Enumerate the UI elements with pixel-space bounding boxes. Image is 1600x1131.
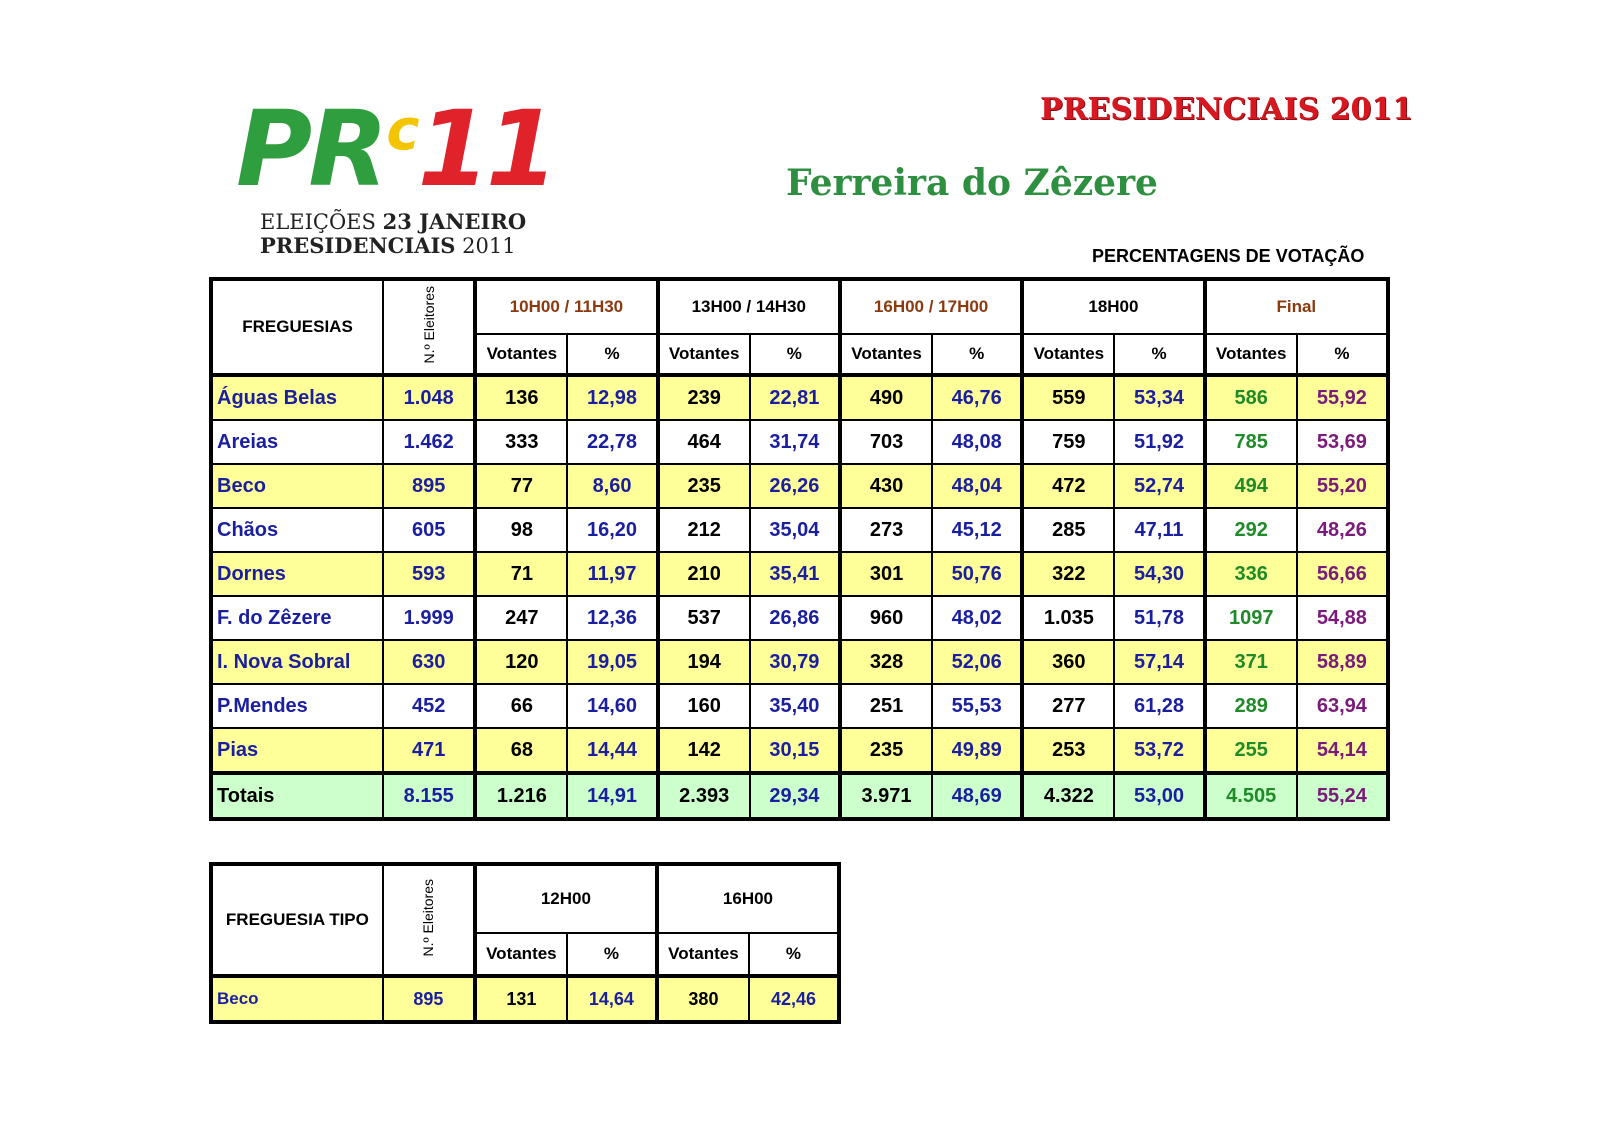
freguesia-tipo-table	[209, 862, 841, 1024]
pct-cell: 42,46	[749, 976, 839, 1022]
votantes-cell: 328	[840, 640, 932, 684]
logo-mark	[236, 88, 555, 210]
votantes-cell: 251	[840, 684, 932, 728]
votantes-cell: 212	[658, 508, 750, 552]
freguesia-name: Chãos	[211, 508, 383, 552]
logo-line1-a: ELEIÇÕES	[260, 210, 383, 234]
votantes-cell: 360	[1022, 640, 1114, 684]
pct-cell: 61,28	[1114, 684, 1204, 728]
eleitores-cell: 593	[383, 552, 475, 596]
subheader-votantes: Votantes	[840, 334, 932, 375]
table-row	[211, 976, 839, 1022]
votantes-cell: 322	[1022, 552, 1114, 596]
pct-cell: 48,08	[932, 420, 1022, 464]
pct-cell: 48,26	[1297, 508, 1388, 552]
votantes-cell: 464	[658, 420, 750, 464]
pct-cell: 35,04	[750, 508, 840, 552]
freguesia-name: I. Nova Sobral	[211, 640, 383, 684]
votantes-cell: 66	[475, 684, 567, 728]
pct-cell: 55,92	[1297, 375, 1388, 420]
subheader-pct: %	[567, 933, 657, 976]
header-eleitores	[383, 279, 475, 375]
votantes-cell: 537	[658, 596, 750, 640]
pct-cell: 63,94	[1297, 684, 1388, 728]
freguesia-name: Águas Belas	[211, 375, 383, 420]
votantes-cell: 380	[657, 976, 749, 1022]
header-eleitores-label: N.º Eleitores	[420, 878, 437, 957]
section-subtitle: PERCENTAGENS DE VOTAÇÃO	[1092, 246, 1365, 266]
pct-cell: 19,05	[567, 640, 657, 684]
pct-cell: 16,20	[567, 508, 657, 552]
votantes-cell: 289	[1205, 684, 1297, 728]
header-freguesias: FREGUESIAS	[211, 279, 383, 375]
votantes-cell: 494	[1205, 464, 1297, 508]
pct-cell: 8,60	[567, 464, 657, 508]
pct-cell: 54,30	[1114, 552, 1204, 596]
votantes-cell: 759	[1022, 420, 1114, 464]
logo-line2-a: PRESIDENCIAIS	[260, 233, 456, 258]
votantes-cell: 333	[475, 420, 567, 464]
pct-cell: 30,15	[750, 728, 840, 773]
votantes-cell: 4.322	[1022, 773, 1114, 819]
pct-cell: 53,72	[1114, 728, 1204, 773]
votantes-cell: 277	[1022, 684, 1114, 728]
header-period-4: 18H00	[1022, 279, 1204, 334]
subheader-votantes: Votantes	[658, 334, 750, 375]
header-period-2: 13H00 / 14H30	[658, 279, 840, 334]
logo-arc: c	[386, 98, 416, 163]
pct-cell: 35,41	[750, 552, 840, 596]
votantes-cell: 68	[475, 728, 567, 773]
pct-cell: 22,78	[567, 420, 657, 464]
freguesia-name: Areias	[211, 420, 383, 464]
header-period-5: Final	[1205, 279, 1388, 334]
table-row	[211, 684, 1388, 728]
votantes-cell: 273	[840, 508, 932, 552]
pct-cell: 11,97	[567, 552, 657, 596]
subheader-votantes: Votantes	[1205, 334, 1297, 375]
freguesia-name: Dornes	[211, 552, 383, 596]
pct-cell: 51,92	[1114, 420, 1204, 464]
votantes-cell: 235	[840, 728, 932, 773]
votantes-cell: 253	[1022, 728, 1114, 773]
votantes-cell: 142	[658, 728, 750, 773]
votantes-cell: 1097	[1205, 596, 1297, 640]
votantes-cell: 703	[840, 420, 932, 464]
pct-cell: 31,74	[750, 420, 840, 464]
table-row	[211, 508, 1388, 552]
freguesia-name: Beco	[211, 464, 383, 508]
page-title: PRESIDENCIAIS 2011	[1040, 92, 1414, 127]
votantes-cell: 490	[840, 375, 932, 420]
logo-pr: PR	[236, 88, 385, 210]
eleitores-cell: 471	[383, 728, 475, 773]
table-row	[211, 464, 1388, 508]
freguesia-name: F. do Zêzere	[211, 596, 383, 640]
pct-cell: 47,11	[1114, 508, 1204, 552]
freguesia-name: Beco	[211, 976, 383, 1022]
logo-11: 11	[417, 88, 555, 210]
pct-cell: 49,89	[932, 728, 1022, 773]
votantes-cell: 292	[1205, 508, 1297, 552]
logo-line2-b: 2011	[455, 234, 516, 258]
votantes-cell: 785	[1205, 420, 1297, 464]
votantes-cell: 586	[1205, 375, 1297, 420]
pct-cell: 52,74	[1114, 464, 1204, 508]
logo-line1-b: 23 JANEIRO	[382, 209, 527, 234]
pct-cell: 35,40	[750, 684, 840, 728]
votantes-cell: 3.971	[840, 773, 932, 819]
votantes-cell: 235	[658, 464, 750, 508]
pct-cell: 53,34	[1114, 375, 1204, 420]
pct-cell: 55,20	[1297, 464, 1388, 508]
votantes-cell: 131	[475, 976, 567, 1022]
pct-cell: 14,64	[567, 976, 657, 1022]
header-period-1: 10H00 / 11H30	[475, 279, 657, 334]
votantes-cell: 2.393	[658, 773, 750, 819]
votantes-cell: 1.216	[475, 773, 567, 819]
header-period-16h: 16H00	[657, 864, 839, 933]
totals-row	[211, 773, 1388, 819]
table-row	[211, 552, 1388, 596]
header-eleitores	[383, 864, 475, 976]
votantes-cell: 336	[1205, 552, 1297, 596]
votantes-cell: 472	[1022, 464, 1114, 508]
votantes-cell: 285	[1022, 508, 1114, 552]
pct-cell: 55,24	[1297, 773, 1388, 819]
pct-cell: 22,81	[750, 375, 840, 420]
subheader-pct: %	[750, 334, 840, 375]
subheader-votantes: Votantes	[475, 334, 567, 375]
votantes-cell: 1.035	[1022, 596, 1114, 640]
votantes-cell: 98	[475, 508, 567, 552]
eleitores-cell: 1.462	[383, 420, 475, 464]
votantes-cell: 4.505	[1205, 773, 1297, 819]
header-freguesia-tipo: FREGUESIA TIPO	[211, 864, 383, 976]
pct-cell: 12,98	[567, 375, 657, 420]
votantes-cell: 136	[475, 375, 567, 420]
pct-cell: 14,91	[567, 773, 657, 819]
pct-cell: 30,79	[750, 640, 840, 684]
eleitores-cell: 605	[383, 508, 475, 552]
pct-cell: 58,89	[1297, 640, 1388, 684]
subheader-votantes: Votantes	[475, 933, 567, 976]
header-period-3: 16H00 / 17H00	[840, 279, 1022, 334]
votantes-cell: 430	[840, 464, 932, 508]
votantes-cell: 559	[1022, 375, 1114, 420]
eleitores-cell: 1.048	[383, 375, 475, 420]
pct-cell: 53,00	[1114, 773, 1204, 819]
subheader-pct: %	[1297, 334, 1388, 375]
eleitores-cell: 8.155	[383, 773, 475, 819]
votantes-cell: 301	[840, 552, 932, 596]
table-row	[211, 728, 1388, 773]
pct-cell: 56,66	[1297, 552, 1388, 596]
votantes-cell: 71	[475, 552, 567, 596]
pct-cell: 54,88	[1297, 596, 1388, 640]
eleitores-cell: 1.999	[383, 596, 475, 640]
pct-cell: 26,26	[750, 464, 840, 508]
table-row	[211, 375, 1388, 420]
pct-cell: 12,36	[567, 596, 657, 640]
pct-cell: 14,60	[567, 684, 657, 728]
pct-cell: 54,14	[1297, 728, 1388, 773]
pct-cell: 48,04	[932, 464, 1022, 508]
votantes-cell: 960	[840, 596, 932, 640]
eleitores-cell: 452	[383, 684, 475, 728]
totals-label: Totais	[211, 773, 383, 819]
pct-cell: 48,02	[932, 596, 1022, 640]
table-row	[211, 596, 1388, 640]
votantes-cell: 247	[475, 596, 567, 640]
votantes-cell: 194	[658, 640, 750, 684]
pct-cell: 29,34	[750, 773, 840, 819]
subheader-votantes: Votantes	[657, 933, 749, 976]
header-period-12h: 12H00	[475, 864, 657, 933]
pr11-logo	[236, 88, 555, 264]
pct-cell: 55,53	[932, 684, 1022, 728]
votantes-cell: 120	[475, 640, 567, 684]
pct-cell: 26,86	[750, 596, 840, 640]
header-eleitores-label: N.º Eleitores	[420, 285, 437, 364]
votantes-cell: 210	[658, 552, 750, 596]
turnout-table-body	[211, 375, 1388, 819]
pct-cell: 45,12	[932, 508, 1022, 552]
subheader-pct: %	[749, 933, 839, 976]
subheader-pct: %	[567, 334, 657, 375]
votantes-cell: 371	[1205, 640, 1297, 684]
pct-cell: 50,76	[932, 552, 1022, 596]
table-row	[211, 420, 1388, 464]
pct-cell: 51,78	[1114, 596, 1204, 640]
freguesia-name: P.Mendes	[211, 684, 383, 728]
pct-cell: 46,76	[932, 375, 1022, 420]
pct-cell: 48,69	[932, 773, 1022, 819]
logo-subtitle	[260, 210, 526, 258]
turnout-table	[209, 277, 1390, 821]
pct-cell: 57,14	[1114, 640, 1204, 684]
municipality-title: Ferreira do Zêzere	[786, 162, 1158, 204]
votantes-cell: 77	[475, 464, 567, 508]
votantes-cell: 255	[1205, 728, 1297, 773]
eleitores-cell: 895	[383, 464, 475, 508]
subheader-pct: %	[1114, 334, 1204, 375]
eleitores-cell: 630	[383, 640, 475, 684]
pct-cell: 53,69	[1297, 420, 1388, 464]
table-row	[211, 640, 1388, 684]
subheader-votantes: Votantes	[1022, 334, 1114, 375]
freguesia-name: Pias	[211, 728, 383, 773]
votantes-cell: 160	[658, 684, 750, 728]
eleitores-cell: 895	[383, 976, 475, 1022]
subheader-pct: %	[932, 334, 1022, 375]
votantes-cell: 239	[658, 375, 750, 420]
pct-cell: 14,44	[567, 728, 657, 773]
pct-cell: 52,06	[932, 640, 1022, 684]
